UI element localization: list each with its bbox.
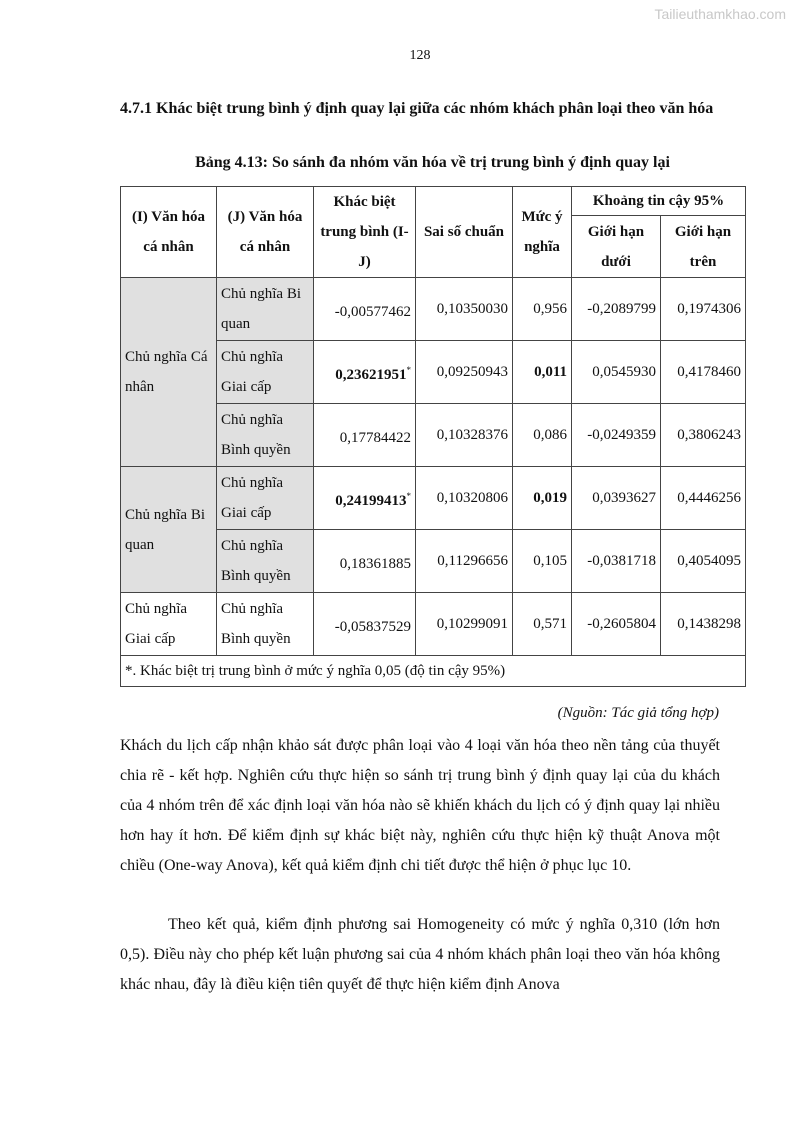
upper-cell: 0,1974306 [661,278,746,341]
upper-cell: 0,3806243 [661,404,746,467]
header-col-i: (I) Văn hóa cá nhân [121,187,217,278]
sig-cell: 0,956 [513,278,572,341]
std-error-cell: 0,10320806 [416,467,513,530]
group-j-label: Chủ nghĩa Bi quan [217,278,314,341]
significance-star: * [406,364,411,375]
std-error-cell: 0,11296656 [416,530,513,593]
header-col-j: (J) Văn hóa cá nhân [217,187,314,278]
body-paragraph-1: Khách du lịch cấp nhận khảo sát được phân loại vào 4 loại văn hóa theo nền tảng của thuyết chia rẽ - kết hợp. Nghiên cứu thực hiện so sánh trị trung bình ý định quay lại của du khách của 4 nhóm trên để xác định loại văn hóa nào sẽ khiến khách du lịch có ý định quay lại nhiều hơn hay ít hơn. Để kiểm định sự khác biệt này, nghiên cứu thực hiện kỹ thuật Anova một chiều (One-way Anova), kết quả kiểm định chi tiết được thể hiện ở phục lục 10. [120,737,720,874]
upper-cell: 0,1438298 [661,593,746,656]
mean-diff-value: -0,00577462 [334,303,411,320]
mean-diff-value: 0,24199413 [335,492,407,509]
mean-diff-cell [314,341,416,404]
group-label: Chủ nghĩa Giai cấp [121,593,217,656]
mean-diff-value: 0,23621951 [335,366,407,383]
mean-diff-value: -0,05837529 [334,618,411,635]
watermark: Tailieuthamkhao.com [654,6,786,22]
header-sig: Mức ý nghĩa [513,187,572,278]
mean-diff-cell [314,593,416,656]
upper-cell: 0,4054095 [661,530,746,593]
upper-cell: 0,4178460 [661,341,746,404]
sig-cell: 0,011 [513,341,572,404]
lower-cell: 0,0393627 [572,467,661,530]
group-j-label: Chủ nghĩa Giai cấp [217,467,314,530]
section-heading: 4.7.1 Khác biệt trung bình ý định quay lại giữa các nhóm khách phân loại theo văn hóa [120,100,714,117]
mean-diff-cell [314,404,416,467]
std-error-cell: 0,10299091 [416,593,513,656]
std-error-cell: 0,10328376 [416,404,513,467]
upper-cell: 0,4446256 [661,467,746,530]
lower-cell: -0,0249359 [572,404,661,467]
std-error-cell: 0,09250943 [416,341,513,404]
table-source: (Nguồn: Tác giả tổng hợp) [557,705,719,721]
header-upper: Giới hạn trên [661,216,746,278]
sig-cell: 0,571 [513,593,572,656]
body-paragraph-2: Theo kết quả, kiểm định phương sai Homogeneity có mức ý nghĩa 0,310 (lớn hơn 0,5). Điều này cho phép kết luận phương sai của 4 nhóm khách phân loại theo văn hóa không khác nhau, đây là điều kiện tiên quyết để thực hiện kiểm định Anova [120,916,720,993]
header-lower: Giới hạn dưới [572,216,661,278]
significance-star: * [406,490,411,501]
lower-cell: -0,2605804 [572,593,661,656]
sig-cell: 0,086 [513,404,572,467]
sig-cell: 0,019 [513,467,572,530]
sig-cell: 0,105 [513,530,572,593]
page-number: 128 [409,48,431,63]
mean-diff-cell [314,467,416,530]
comparison-table [120,186,746,687]
header-mean-diff: Khác biệt trung bình (I-J) [314,187,416,278]
header-std-error: Sai số chuẩn [416,187,513,278]
group-label: Chủ nghĩa Cá nhân [121,278,217,467]
mean-diff-value: 0,18361885 [339,555,411,572]
lower-cell: -0,2089799 [572,278,661,341]
std-error-cell: 0,10350030 [416,278,513,341]
table-title: Bảng 4.13: So sánh đa nhóm văn hóa về trị trung bình ý định quay lại [195,154,670,171]
header-ci: Khoảng tin cậy 95% [572,187,746,216]
group-j-label: Chủ nghĩa Bình quyền [217,530,314,593]
mean-diff-value: 0,17784422 [339,429,411,446]
group-j-label: Chủ nghĩa Bình quyền [217,593,314,656]
mean-diff-cell [314,278,416,341]
table-row [121,278,746,341]
mean-diff-cell [314,530,416,593]
lower-cell: -0,0381718 [572,530,661,593]
group-j-label: Chủ nghĩa Giai cấp [217,341,314,404]
table-footnote: *. Khác biệt trị trung bình ở mức ý nghĩa 0,05 (độ tin cậy 95%) [121,656,746,687]
table-row [121,593,746,656]
table-row [121,467,746,530]
lower-cell: 0,0545930 [572,341,661,404]
group-label: Chủ nghĩa Bi quan [121,467,217,593]
group-j-label: Chủ nghĩa Bình quyền [217,404,314,467]
